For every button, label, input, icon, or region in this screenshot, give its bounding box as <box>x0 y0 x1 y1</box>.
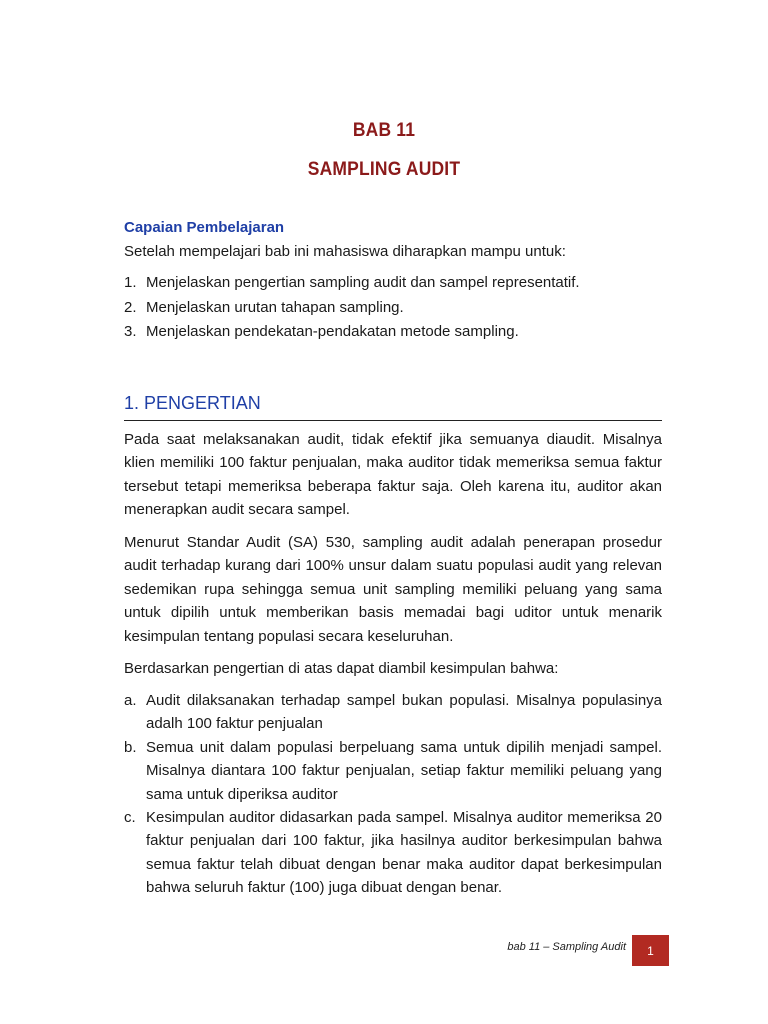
objective-number: 3. <box>124 323 137 340</box>
conclusion-text: Semua unit dalam populasi berpeluang sama untuk dipilih menjadi sampel. Misalnya diantara 100 faktur penjualan, setiap faktur memiliki peluang yang sama untuk diperiksa auditor <box>146 738 662 803</box>
objective-number: 2. <box>124 298 137 316</box>
conclusion-item <box>124 736 662 806</box>
conclusion-item <box>124 689 662 736</box>
section-heading: 1. PENGERTIAN <box>124 393 261 413</box>
paragraph: Pada saat melaksanakan audit, tidak efektif jika semuanya diaudit. Misalnya klien memiliki 100 faktur penjualan, maka auditor tidak memeriksa semua faktur tersebut tetapi memeriksa beberapa faktur saja. Oleh karena itu, auditor akan menerapkan audit secara sampel. <box>124 431 662 519</box>
objective-item <box>124 271 662 296</box>
conclusion-item <box>124 806 662 900</box>
objectives-heading: Capaian Pembelajaran <box>124 219 285 236</box>
objective-text: Menjelaskan urutan tahapan sampling. <box>146 298 404 316</box>
page-number-badge <box>632 935 669 966</box>
page-number: 1 <box>647 943 654 958</box>
objective-text: Menjelaskan pengertian sampling audit dan sampel representatif. <box>146 274 580 291</box>
conclusion-marker: c. <box>124 809 136 827</box>
objectives-list <box>124 271 662 345</box>
conclusion-marker: b. <box>124 738 137 756</box>
conclusion-marker: a. <box>124 692 137 709</box>
objective-item <box>124 320 662 345</box>
conclusion-list <box>124 689 662 900</box>
footer-running-title: bab 11 – Sampling Audit <box>507 941 626 953</box>
conclusion-text: Audit dilaksanakan terhadap sampel bukan populasi. Misalnya populasinya adalh 100 faktur penjualan <box>146 692 662 733</box>
paragraph: Menurut Standar Audit (SA) 530, sampling audit adalah penerapan prosedur audit terhadap kurang dari 100% unsur dalam suatu populasi audit yang relevan sedemikan rupa sehingga semua unit sampling memiliki peluang yang sama untuk dipilih untuk memberikan basis memadai bagi uditor untuk menarik kesimpulan tentang populasi secara keseluruhan. <box>124 534 662 645</box>
objective-text: Menjelaskan pendekatan-pendakatan metode sampling. <box>146 323 519 340</box>
conclusion-text: Kesimpulan auditor didasarkan pada sampel. Misalnya auditor memeriksa 20 faktur penjualan dari 100 faktur, jika hasilnya auditor berkesimpulan bahwa semua faktur telah dibuat dengan benar maka auditor dapat berkesimpulan bahwa seluruh faktur (100) juga dibuat dengan benar. <box>146 809 662 897</box>
chapter-label: BAB 11 <box>352 120 416 141</box>
objectives-intro: Setelah mempelajari bab ini mahasiswa diharapkan mampu untuk: <box>124 243 566 260</box>
section-divider <box>124 420 662 421</box>
objective-number: 1. <box>124 274 137 291</box>
objective-item <box>124 296 662 321</box>
paragraph: Berdasarkan pengertian di atas dapat diambil kesimpulan bahwa: <box>124 660 559 677</box>
chapter-title: SAMPLING AUDIT <box>307 159 461 180</box>
